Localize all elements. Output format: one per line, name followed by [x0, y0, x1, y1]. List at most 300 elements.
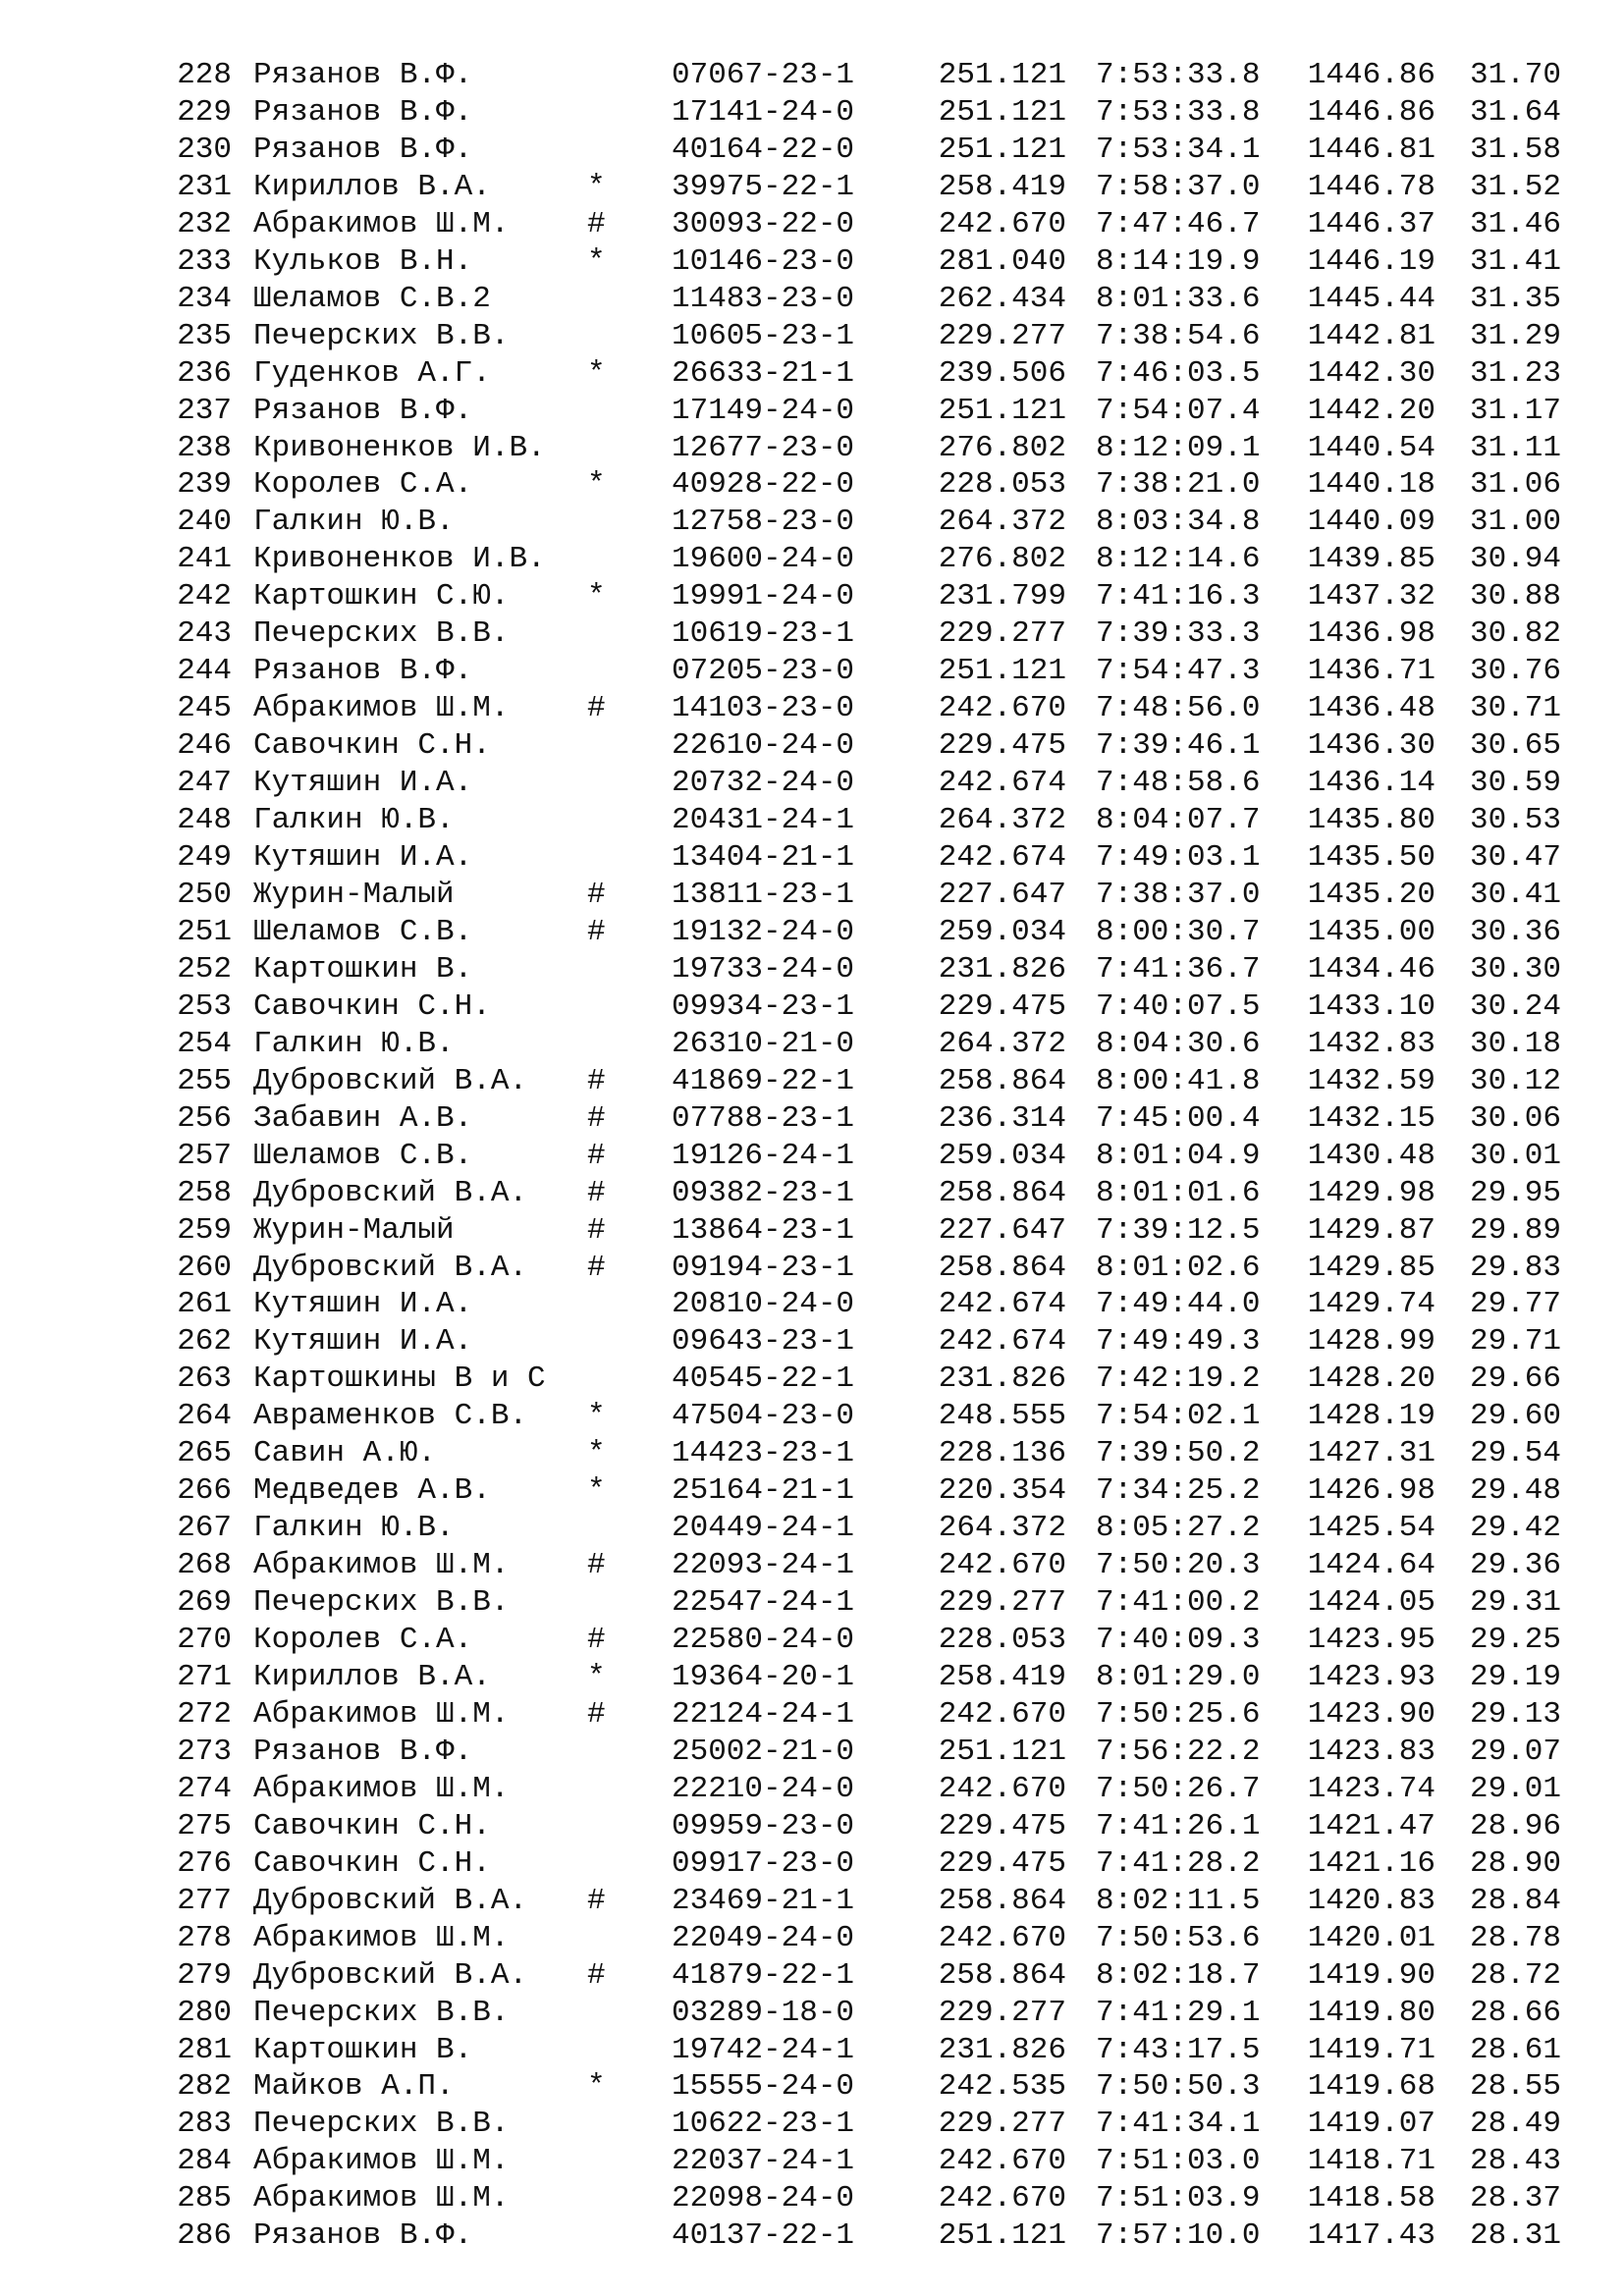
arrival-time: 8:03:34.8: [1096, 505, 1261, 540]
score: 31.00: [1469, 505, 1561, 540]
speed: 1434.46: [1307, 951, 1435, 987]
table-row: [173, 393, 1587, 430]
arrival-time: 8:02:18.7: [1096, 1957, 1261, 1993]
speed: 1442.30: [1307, 355, 1435, 391]
fancier-name: Рязанов В.Ф.: [253, 94, 473, 130]
score: 29.95: [1469, 1175, 1561, 1210]
speed: 1442.20: [1307, 393, 1435, 428]
fancier-name: Абракимов Ш.М.: [253, 1696, 510, 1732]
table-row: [173, 2180, 1587, 2217]
score: 30.65: [1469, 728, 1561, 764]
distance: 242.674: [938, 1324, 1066, 1360]
distance: 258.419: [938, 169, 1066, 204]
score: 30.36: [1469, 914, 1561, 949]
ring-number: 47504-23-0: [672, 1399, 855, 1434]
row-number: 254: [177, 1026, 232, 1061]
fancier-name: Дубровский В.А.: [253, 1957, 528, 1993]
ring-number: 20449-24-1: [672, 1511, 855, 1546]
distance: 229.277: [938, 616, 1066, 652]
table-row: [173, 504, 1587, 541]
speed: 1433.10: [1307, 988, 1435, 1024]
fancier-name: Галкин Ю.В.: [253, 505, 455, 540]
row-number: 245: [177, 691, 232, 726]
table-row: [173, 988, 1587, 1026]
ring-number: 13404-21-1: [672, 840, 855, 876]
fancier-name: Дубровский В.А.: [253, 1883, 528, 1918]
distance: 231.826: [938, 951, 1066, 987]
speed: 1419.90: [1307, 1957, 1435, 1993]
table-row: [173, 169, 1587, 206]
arrival-time: 7:39:50.2: [1096, 1436, 1261, 1471]
ring-number: 22580-24-0: [672, 1623, 855, 1658]
distance: 251.121: [938, 132, 1066, 167]
table-row: [173, 1100, 1587, 1138]
table-row: [173, 2032, 1587, 2069]
arrival-time: 7:39:33.3: [1096, 616, 1261, 652]
status-mark: *: [587, 1436, 606, 1471]
row-number: 272: [177, 1696, 232, 1732]
speed: 1440.18: [1307, 467, 1435, 503]
speed: 1423.74: [1307, 1771, 1435, 1806]
speed: 1442.81: [1307, 318, 1435, 353]
row-number: 238: [177, 430, 232, 465]
speed: 1424.05: [1307, 1585, 1435, 1621]
ring-number: 07067-23-1: [672, 58, 855, 92]
table-row: [173, 318, 1587, 355]
ring-number: 07205-23-0: [672, 654, 855, 689]
ring-number: 22098-24-0: [672, 2181, 855, 2216]
speed: 1423.83: [1307, 1734, 1435, 1769]
row-number: 228: [177, 58, 232, 92]
speed: 1417.43: [1307, 2218, 1435, 2254]
score: 28.72: [1469, 1957, 1561, 1993]
score: 31.35: [1469, 281, 1561, 316]
ring-number: 15555-24-0: [672, 2069, 855, 2105]
distance: 242.670: [938, 2181, 1066, 2216]
speed: 1435.00: [1307, 914, 1435, 949]
arrival-time: 8:01:01.6: [1096, 1175, 1261, 1210]
score: 30.06: [1469, 1100, 1561, 1136]
ring-number: 26633-21-1: [672, 355, 855, 391]
ring-number: 20732-24-0: [672, 766, 855, 801]
fancier-name: Савочкин С.Н.: [253, 1845, 491, 1881]
arrival-time: 7:50:26.7: [1096, 1771, 1261, 1806]
table-row: [173, 951, 1587, 988]
table-row: [173, 243, 1587, 281]
distance: 251.121: [938, 1734, 1066, 1769]
ring-number: 19364-20-1: [672, 1659, 855, 1694]
row-number: 267: [177, 1511, 232, 1546]
row-number: 279: [177, 1957, 232, 1993]
fancier-name: Гуденков А.Г.: [253, 355, 491, 391]
score: 29.36: [1469, 1548, 1561, 1583]
fancier-name: Рязанов В.Ф.: [253, 1734, 473, 1769]
status-mark: *: [587, 1473, 606, 1509]
speed: 1435.50: [1307, 840, 1435, 876]
arrival-time: 7:39:46.1: [1096, 728, 1261, 764]
score: 29.48: [1469, 1473, 1561, 1509]
speed: 1427.31: [1307, 1436, 1435, 1471]
fancier-name: Журин-Малый: [253, 877, 455, 912]
distance: 242.670: [938, 1771, 1066, 1806]
ring-number: 26310-21-0: [672, 1026, 855, 1061]
arrival-time: 8:12:14.6: [1096, 542, 1261, 577]
arrival-time: 8:14:19.9: [1096, 243, 1261, 279]
score: 28.66: [1469, 1995, 1561, 2030]
ring-number: 40545-22-1: [672, 1362, 855, 1397]
speed: 1423.93: [1307, 1659, 1435, 1694]
fancier-name: Абракимов Ш.М.: [253, 2144, 510, 2179]
fancier-name: Авраменков С.В.: [253, 1399, 528, 1434]
fancier-name: Кутяшин И.А.: [253, 840, 473, 876]
arrival-time: 7:58:37.0: [1096, 169, 1261, 204]
table-row: [173, 2143, 1587, 2180]
score: 30.82: [1469, 616, 1561, 652]
status-mark: #: [587, 1063, 606, 1098]
status-mark: #: [587, 1138, 606, 1173]
distance: 229.277: [938, 318, 1066, 353]
ring-number: 09934-23-1: [672, 988, 855, 1024]
ring-number: 03289-18-0: [672, 1995, 855, 2030]
speed: 1436.48: [1307, 691, 1435, 726]
table-row: [173, 57, 1587, 94]
ring-number: 10146-23-0: [672, 243, 855, 279]
score: 28.84: [1469, 1883, 1561, 1918]
score: 29.77: [1469, 1287, 1561, 1322]
status-mark: *: [587, 169, 606, 204]
fancier-name: Савочкин С.Н.: [253, 1808, 491, 1843]
ring-number: 13811-23-1: [672, 877, 855, 912]
arrival-time: 7:53:34.1: [1096, 132, 1261, 167]
score: 29.25: [1469, 1623, 1561, 1658]
row-number: 250: [177, 877, 232, 912]
table-row: [173, 615, 1587, 653]
score: 30.41: [1469, 877, 1561, 912]
fancier-name: Рязанов В.Ф.: [253, 58, 473, 92]
distance: 228.136: [938, 1436, 1066, 1471]
fancier-name: Печерских В.В.: [253, 1585, 510, 1621]
table-row: [173, 1212, 1587, 1250]
ring-number: 19600-24-0: [672, 542, 855, 577]
table-row: [173, 1547, 1587, 1584]
score: 30.59: [1469, 766, 1561, 801]
table-row: [173, 132, 1587, 169]
ring-number: 19742-24-1: [672, 2032, 855, 2067]
ring-number: 19126-24-1: [672, 1138, 855, 1173]
row-number: 237: [177, 393, 232, 428]
arrival-time: 7:51:03.9: [1096, 2181, 1261, 2216]
fancier-name: Абракимов Ш.М.: [253, 206, 510, 241]
speed: 1418.71: [1307, 2144, 1435, 2179]
ring-number: 14423-23-1: [672, 1436, 855, 1471]
arrival-time: 7:54:02.1: [1096, 1399, 1261, 1434]
arrival-time: 7:46:03.5: [1096, 355, 1261, 391]
speed: 1440.09: [1307, 505, 1435, 540]
fancier-name: Картошкин В.: [253, 2032, 473, 2067]
score: 31.70: [1469, 58, 1561, 92]
ring-number: 09917-23-0: [672, 1845, 855, 1881]
row-number: 262: [177, 1324, 232, 1360]
table-row: [173, 653, 1587, 690]
score: 29.83: [1469, 1250, 1561, 1285]
distance: 239.506: [938, 355, 1066, 391]
ring-number: 19733-24-0: [672, 951, 855, 987]
fancier-name: Абракимов Ш.М.: [253, 691, 510, 726]
score: 30.94: [1469, 542, 1561, 577]
ring-number: 09194-23-1: [672, 1250, 855, 1285]
score: 30.01: [1469, 1138, 1561, 1173]
arrival-time: 8:01:04.9: [1096, 1138, 1261, 1173]
table-row: [173, 802, 1587, 839]
speed: 1429.98: [1307, 1175, 1435, 1210]
table-row: [173, 281, 1587, 318]
distance: 262.434: [938, 281, 1066, 316]
fancier-name: Печерских В.В.: [253, 2107, 510, 2142]
status-mark: #: [587, 1100, 606, 1136]
score: 31.58: [1469, 132, 1561, 167]
table-row: [173, 914, 1587, 951]
speed: 1421.16: [1307, 1845, 1435, 1881]
status-mark: #: [587, 1696, 606, 1732]
table-row: [173, 1883, 1587, 1920]
row-number: 275: [177, 1808, 232, 1843]
status-mark: *: [587, 355, 606, 391]
speed: 1426.98: [1307, 1473, 1435, 1509]
row-number: 273: [177, 1734, 232, 1769]
distance: 229.475: [938, 988, 1066, 1024]
table-row: [173, 541, 1587, 578]
ring-number: 10619-23-1: [672, 616, 855, 652]
score: 31.46: [1469, 206, 1561, 241]
row-number: 232: [177, 206, 232, 241]
row-number: 229: [177, 94, 232, 130]
status-mark: #: [587, 1957, 606, 1993]
speed: 1421.47: [1307, 1808, 1435, 1843]
table-row: [173, 877, 1587, 914]
table-row: [173, 578, 1587, 615]
ring-number: 09959-23-0: [672, 1808, 855, 1843]
score: 30.71: [1469, 691, 1561, 726]
distance: 258.864: [938, 1175, 1066, 1210]
fancier-name: Картошкины В и С: [253, 1362, 546, 1397]
score: 29.01: [1469, 1771, 1561, 1806]
arrival-time: 8:00:41.8: [1096, 1063, 1261, 1098]
score: 29.31: [1469, 1585, 1561, 1621]
arrival-time: 7:54:47.3: [1096, 654, 1261, 689]
ring-number: 41879-22-1: [672, 1957, 855, 1993]
speed: 1439.85: [1307, 542, 1435, 577]
row-number: 274: [177, 1771, 232, 1806]
speed: 1446.78: [1307, 169, 1435, 204]
score: 28.90: [1469, 1845, 1561, 1881]
distance: 248.555: [938, 1399, 1066, 1434]
speed: 1420.83: [1307, 1883, 1435, 1918]
speed: 1432.59: [1307, 1063, 1435, 1098]
distance: 242.674: [938, 1287, 1066, 1322]
arrival-time: 8:02:11.5: [1096, 1883, 1261, 1918]
speed: 1425.54: [1307, 1511, 1435, 1546]
speed: 1419.07: [1307, 2107, 1435, 2142]
fancier-name: Савочкин С.Н.: [253, 728, 491, 764]
table-row: [173, 430, 1587, 467]
distance: 259.034: [938, 914, 1066, 949]
speed: 1446.19: [1307, 243, 1435, 279]
status-mark: #: [587, 691, 606, 726]
ring-number: 22210-24-0: [672, 1771, 855, 1806]
score: 29.66: [1469, 1362, 1561, 1397]
status-mark: #: [587, 914, 606, 949]
fancier-name: Абракимов Ш.М.: [253, 2181, 510, 2216]
ring-number: 19991-24-0: [672, 579, 855, 614]
distance: 227.647: [938, 1212, 1066, 1248]
speed: 1419.68: [1307, 2069, 1435, 2105]
arrival-time: 7:54:07.4: [1096, 393, 1261, 428]
score: 29.71: [1469, 1324, 1561, 1360]
arrival-time: 7:43:17.5: [1096, 2032, 1261, 2067]
ring-number: 09382-23-1: [672, 1175, 855, 1210]
fancier-name: Рязанов В.Ф.: [253, 654, 473, 689]
row-number: 234: [177, 281, 232, 316]
table-row: [173, 355, 1587, 393]
score: 28.96: [1469, 1808, 1561, 1843]
score: 30.30: [1469, 951, 1561, 987]
distance: 264.372: [938, 803, 1066, 838]
ring-number: 22049-24-0: [672, 1920, 855, 1955]
arrival-time: 7:49:44.0: [1096, 1287, 1261, 1322]
ring-number: 09643-23-1: [672, 1324, 855, 1360]
row-number: 239: [177, 467, 232, 503]
arrival-time: 7:41:36.7: [1096, 951, 1261, 987]
speed: 1436.14: [1307, 766, 1435, 801]
score: 28.37: [1469, 2181, 1561, 2216]
fancier-name: Картошкин С.Ю.: [253, 579, 510, 614]
status-mark: *: [587, 2069, 606, 2105]
status-mark: #: [587, 1623, 606, 1658]
speed: 1436.98: [1307, 616, 1435, 652]
distance: 228.053: [938, 1623, 1066, 1658]
arrival-time: 7:45:00.4: [1096, 1100, 1261, 1136]
score: 31.41: [1469, 243, 1561, 279]
speed: 1435.80: [1307, 803, 1435, 838]
row-number: 256: [177, 1100, 232, 1136]
ring-number: 17141-24-0: [672, 94, 855, 130]
distance: 276.802: [938, 430, 1066, 465]
arrival-time: 7:41:16.3: [1096, 579, 1261, 614]
distance: 227.647: [938, 877, 1066, 912]
results-table: [173, 57, 1587, 2255]
table-row: [173, 1734, 1587, 1771]
arrival-time: 7:39:12.5: [1096, 1212, 1261, 1248]
row-number: 246: [177, 728, 232, 764]
fancier-name: Королев С.А.: [253, 467, 473, 503]
ring-number: 10622-23-1: [672, 2107, 855, 2142]
fancier-name: Кутяшин И.А.: [253, 1324, 473, 1360]
status-mark: #: [587, 877, 606, 912]
score: 30.47: [1469, 840, 1561, 876]
ring-number: 22093-24-1: [672, 1548, 855, 1583]
fancier-name: Шеламов С.В.: [253, 914, 473, 949]
table-row: [173, 1026, 1587, 1063]
arrival-time: 8:05:27.2: [1096, 1511, 1261, 1546]
row-number: 280: [177, 1995, 232, 2030]
distance: 242.670: [938, 691, 1066, 726]
fancier-name: Галкин Ю.В.: [253, 1511, 455, 1546]
fancier-name: Савочкин С.Н.: [253, 988, 491, 1024]
row-number: 242: [177, 579, 232, 614]
score: 28.55: [1469, 2069, 1561, 2105]
row-number: 259: [177, 1212, 232, 1248]
score: 31.11: [1469, 430, 1561, 465]
status-mark: #: [587, 1175, 606, 1210]
status-mark: *: [587, 243, 606, 279]
row-number: 284: [177, 2144, 232, 2179]
score: 30.88: [1469, 579, 1561, 614]
fancier-name: Галкин Ю.В.: [253, 1026, 455, 1061]
row-number: 253: [177, 988, 232, 1024]
table-row: [173, 839, 1587, 877]
table-row: [173, 1659, 1587, 1696]
speed: 1419.71: [1307, 2032, 1435, 2067]
ring-number: 25002-21-0: [672, 1734, 855, 1769]
fancier-name: Кульков В.Н.: [253, 243, 473, 279]
arrival-time: 7:47:46.7: [1096, 206, 1261, 241]
table-row: [173, 1808, 1587, 1845]
table-row: [173, 1063, 1587, 1100]
row-number: 276: [177, 1845, 232, 1881]
arrival-time: 8:12:09.1: [1096, 430, 1261, 465]
speed: 1437.32: [1307, 579, 1435, 614]
fancier-name: Галкин Ю.В.: [253, 803, 455, 838]
row-number: 269: [177, 1585, 232, 1621]
speed: 1428.20: [1307, 1362, 1435, 1397]
speed: 1432.15: [1307, 1100, 1435, 1136]
table-row: [173, 1175, 1587, 1212]
status-mark: #: [587, 1883, 606, 1918]
status-mark: *: [587, 467, 606, 503]
table-row: [173, 1250, 1587, 1287]
speed: 1423.90: [1307, 1696, 1435, 1732]
arrival-time: 7:41:26.1: [1096, 1808, 1261, 1843]
distance: 258.864: [938, 1250, 1066, 1285]
distance: 229.277: [938, 1585, 1066, 1621]
ring-number: 12758-23-0: [672, 505, 855, 540]
distance: 251.121: [938, 94, 1066, 130]
distance: 264.372: [938, 1026, 1066, 1061]
arrival-time: 8:04:07.7: [1096, 803, 1261, 838]
speed: 1440.54: [1307, 430, 1435, 465]
ring-number: 17149-24-0: [672, 393, 855, 428]
ring-number: 30093-22-0: [672, 206, 855, 241]
speed: 1446.86: [1307, 94, 1435, 130]
speed: 1424.64: [1307, 1548, 1435, 1583]
speed: 1428.99: [1307, 1324, 1435, 1360]
fancier-name: Майков А.П.: [253, 2069, 455, 2105]
distance: 231.826: [938, 1362, 1066, 1397]
row-number: 277: [177, 1883, 232, 1918]
row-number: 264: [177, 1399, 232, 1434]
table-row: [173, 2106, 1587, 2143]
score: 31.06: [1469, 467, 1561, 503]
row-number: 240: [177, 505, 232, 540]
row-number: 281: [177, 2032, 232, 2067]
score: 30.24: [1469, 988, 1561, 1024]
table-row: [173, 1995, 1587, 2032]
row-number: 266: [177, 1473, 232, 1509]
table-row: [173, 1138, 1587, 1175]
arrival-time: 7:40:09.3: [1096, 1623, 1261, 1658]
table-row: [173, 1361, 1587, 1398]
arrival-time: 7:51:03.0: [1096, 2144, 1261, 2179]
